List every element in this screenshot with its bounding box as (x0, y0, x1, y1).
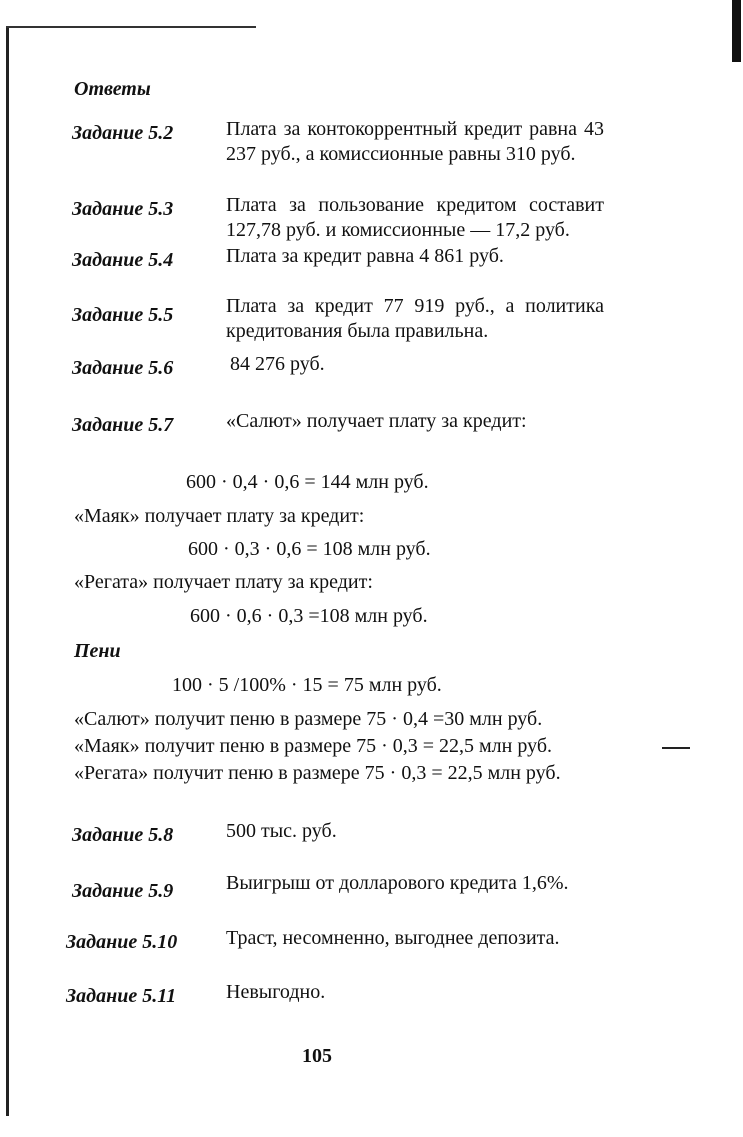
task-label-5-2: Задание 5.2 (72, 122, 174, 144)
task-label-5-8: Задание 5.8 (72, 824, 174, 846)
task-text-5-5: Плата за кредит 77 919 руб., а политика кредитования была правильна. (226, 295, 604, 342)
task-text-5-2: Плата за контокоррентный кредит равна 43 237 руб., а комиссионные равны 310 руб. (226, 118, 604, 165)
task-text-5-8: 500 тыс. руб. (226, 820, 337, 842)
task-text-5-9: Выигрыш от долларового кредита 1,6%. (226, 872, 569, 894)
task-label-5-11: Задание 5.11 (66, 985, 177, 1007)
salut-peni: «Салют» получит пеню в размере 75 · 0,4 =30 млн руб. (74, 708, 543, 730)
mayak-peni: «Маяк» получит пеню в размере 75 · 0,3 = 22,5 млн руб. (74, 735, 552, 757)
task-label-5-3: Задание 5.3 (72, 198, 174, 220)
task-label-5-4: Задание 5.4 (72, 249, 174, 271)
mayak-intro: «Маяк» получает плату за кредит: (74, 505, 365, 527)
scan-mark (732, 0, 741, 62)
task-text-5-10: Траст, несомненно, выгоднее депозита. (226, 927, 560, 949)
scan-edge-left (6, 26, 9, 1116)
salut-formula: 600 · 0,4 · 0,6 = 144 млн руб. (186, 471, 429, 493)
task-label-5-6: Задание 5.6 (72, 357, 174, 379)
peni-label: Пени (74, 640, 121, 662)
margin-dash (662, 747, 690, 749)
regata-peni: «Регата» получит пеню в размере 75 · 0,3 = 22,5 млн руб. (74, 762, 561, 784)
page-header: Ответы (74, 78, 151, 100)
task-text-5-4: Плата за кредит равна 4 861 руб. (226, 245, 504, 267)
peni-formula: 100 · 5 /100% · 15 = 75 млн руб. (172, 674, 442, 696)
task-label-5-5: Задание 5.5 (72, 304, 174, 326)
regata-formula: 600 · 0,6 · 0,3 =108 млн руб. (190, 605, 428, 627)
task-text-5-6: 84 276 руб. (230, 353, 325, 375)
task-text-5-3: Плата за пользование кредитом составит 127,78 руб. и комиссионные — 17,2 руб. (226, 194, 604, 241)
regata-intro: «Регата» получает плату за кредит: (74, 571, 373, 593)
task-text-5-11: Невыгодно. (226, 981, 326, 1003)
task-label-5-10: Задание 5.10 (66, 931, 178, 953)
task-text-5-7: «Салют» получает плату за кредит: (226, 410, 527, 432)
page-number: 105 (302, 1045, 332, 1067)
mayak-formula: 600 · 0,3 · 0,6 = 108 млн руб. (188, 538, 431, 560)
scan-edge-top (6, 26, 256, 28)
task-label-5-9: Задание 5.9 (72, 880, 174, 902)
task-label-5-7: Задание 5.7 (72, 414, 174, 436)
